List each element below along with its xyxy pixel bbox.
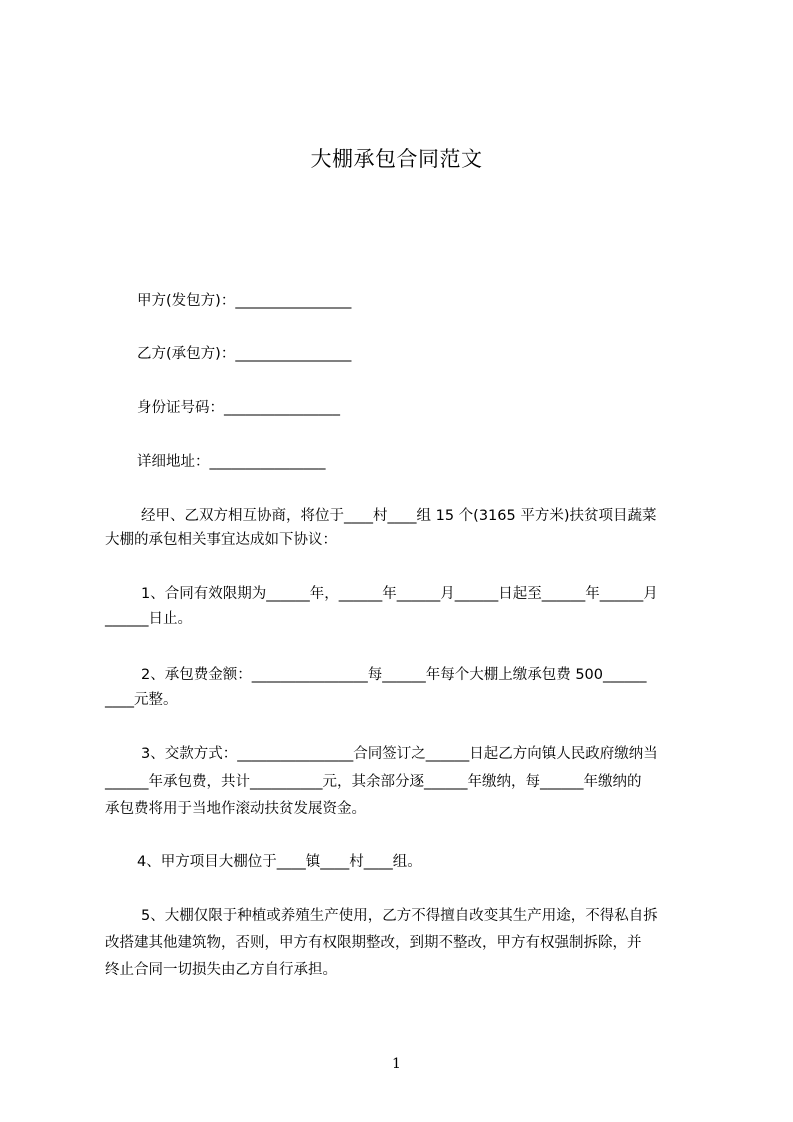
party-b-line: 乙方(承包方)：________________ — [137, 346, 352, 362]
clause-3-line-3: 承包费将用于当地作滚动扶贫发展资金。 — [105, 801, 366, 817]
clause-4-line-1: 4、甲方项目大棚位于____镇____村____组。 — [137, 854, 422, 870]
document-title: 大棚承包合同范文 — [310, 147, 483, 171]
clause-1-line-2: ______日止。 — [105, 611, 192, 627]
intro-paragraph-line-2: 大棚的承包相关事宜达成如下协议： — [105, 532, 337, 548]
clause-2-line-1: 2、承包费金额：________________每______年每个大棚上缴承包费 500______ — [141, 667, 647, 683]
clause-1-line-1: 1、合同有效限期为______年，______年______月______日起至______年______月 — [141, 586, 658, 602]
clause-3-line-2: ______年承包费，共计__________元，其余部分逐______年缴纳，每______年缴纳的 — [105, 774, 642, 790]
address-line: 详细地址：________________ — [137, 454, 326, 470]
clause-5-line-2: 改搭建其他建筑物，否则，甲方有权限期整改，到期不整改，甲方有权强制拆除，并 — [105, 935, 642, 951]
intro-paragraph-line-1: 经甲、乙双方相互协商，将位于____村____组 15 个(3165 平方米)扶贫项目蔬菜 — [141, 508, 657, 524]
clause-2-line-2: ____元整。 — [105, 692, 178, 708]
clause-5-line-3: 终止合同一切损失由乙方自行承担。 — [105, 962, 337, 978]
clause-5-line-1: 5、大棚仅限于种植或养殖生产使用，乙方不得擅自改变其生产用途，不得私自拆 — [141, 908, 658, 924]
party-a-line: 甲方(发包方)：________________ — [137, 293, 352, 309]
clause-3-line-1: 3、交款方式：________________合同签订之______日起乙方向镇人民政府缴纳当 — [141, 746, 658, 762]
page-number: 1 — [392, 1056, 401, 1072]
id-number-line: 身份证号码：________________ — [137, 400, 340, 416]
